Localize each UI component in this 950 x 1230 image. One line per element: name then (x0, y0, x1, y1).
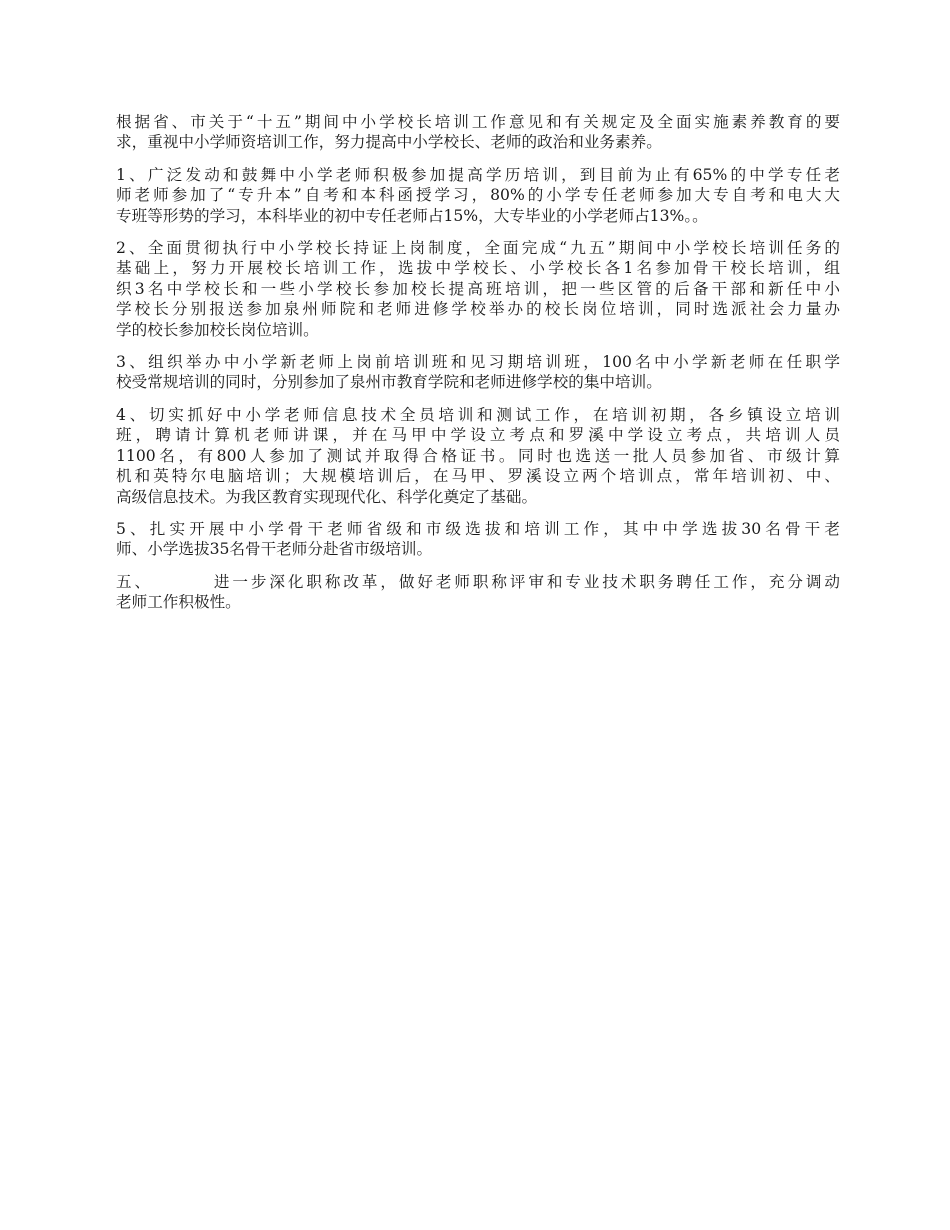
text-line: 学校长分别报送参加泉州师院和老师进修学校举办的校长岗位培训，同时选派社会力量办 (116, 300, 840, 319)
text-line: 2、全面贯彻执行中小学校长持证上岗制度，全面完成“九五”期间中小学校长培训任务的 (116, 239, 840, 258)
text-line: 校受常规培训的同时，分别参加了泉州市教育学院和老师进修学校的集中培训。 (116, 373, 662, 392)
text-line: 基础上，努力开展校长培训工作，选拔中学校长、小学校长各1名参加骨干校长培训，组 (116, 259, 840, 278)
text-line: 1100名，有800人参加了测试并取得合格证书。同时也选送一批人员参加省、市级计算 (116, 446, 840, 465)
text-line: 机和英特尔电脑培训；大规模培训后，在马甲、罗溪设立两个培训点，常年培训初、中、 (116, 467, 840, 486)
text-line: 5、扎实开展中小学骨干老师省级和市级选拔和培训工作，其中中学选拔30名骨干老 (116, 519, 840, 538)
text-line: 织3名中学校长和一些小学校长参加校长提高班培训，把一些区管的后备干部和新任中小 (116, 279, 840, 298)
text-line: 根据省、市关于“十五”期间中小学校长培训工作意见和有关规定及全面实施素养教育的要 (116, 113, 840, 131)
section-5-heading-text: 进一步深化职称改革，做好老师职称评审和专业技术职务聘任工作，充分调动 (211, 572, 840, 591)
text-line: 高级信息技术。为我区教育实现现代化、科学化奠定了基础。 (116, 487, 538, 506)
text-line: 3、组织举办中小学新老师上岗前培训班和见习期培训班，100名中小学新老师在任职学 (116, 353, 840, 372)
text-line: 学的校长参加校长岗位培训。 (116, 320, 319, 339)
paragraph-item-2 (116, 238, 840, 340)
paragraph-intro (116, 112, 840, 153)
document-body (116, 112, 840, 625)
text-line: 求，重视中小学师资培训工作，努力提高中小学校长、老师的政治和业务素养。 (116, 133, 662, 152)
text-line: 班，聘请计算机老师讲课，并在马甲中学设立考点和罗溪中学设立考点，共培训人员 (116, 426, 840, 445)
section-5-first-line (116, 572, 840, 592)
text-line: 4、切实抓好中小学老师信息技术全员培训和测试工作，在培训初期，各乡镇设立培训 (116, 405, 840, 424)
text-line: 1、广泛发动和鼓舞中小学老师积极参加提高学历培训，到目前为止有65%的中学专任老 (116, 165, 840, 184)
text-line: 专班等形势的学习，本科毕业的初中专任老师占15%，大专毕业的小学老师占13%。。 (116, 206, 708, 225)
paragraph-item-5 (116, 519, 840, 560)
text-line: 师、小学选拔35名骨干老师分赴省市级培训。 (116, 540, 433, 559)
paragraph-item-3 (116, 352, 840, 393)
text-line: 老师工作积极性。 (116, 593, 241, 612)
section-marker: 五、 (116, 572, 153, 591)
paragraph-item-1 (116, 165, 840, 226)
text-line: 师老师参加了“专升本”自考和本科函授学习，80%的小学专任老师参加大专自考和电大大 (116, 186, 840, 205)
paragraph-item-4 (116, 405, 840, 507)
paragraph-section-5 (116, 572, 840, 613)
